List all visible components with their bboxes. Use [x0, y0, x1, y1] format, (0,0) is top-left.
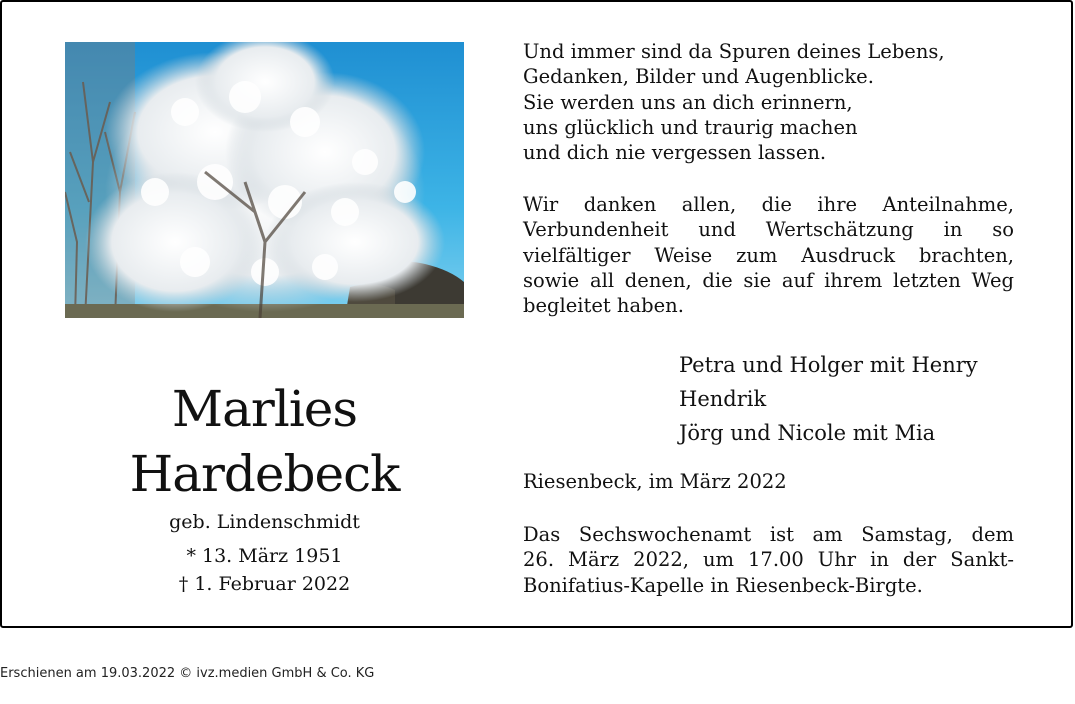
thanks-line: vielfältiger Weise zum Ausdruck brachten,: [523, 243, 1014, 267]
service-line: Das Sechswochenamt ist am Samstag, dem: [523, 523, 1014, 546]
family-line: Jörg und Nicole mit Mia: [679, 421, 936, 445]
poem: [523, 39, 1014, 165]
place-date: Riesenbeck, im März 2022: [523, 470, 787, 493]
thanks-line: sowie all denen, die sie auf ihrem letzten Weg: [523, 268, 1014, 292]
thanks-line: Wir danken allen, die ihre Anteilnahme,: [523, 193, 1014, 216]
poem-line: uns glücklich und traurig machen: [523, 115, 858, 139]
poem-line: Sie werden uns an dich erinnern,: [523, 90, 853, 114]
thanks-text: [523, 192, 1014, 318]
service-line: Bonifatius-Kapelle in Riesenbeck-Birgte.: [523, 573, 923, 597]
birth-date: * 13. März 1951: [186, 545, 343, 567]
family-line: Hendrik: [679, 387, 767, 411]
poem-line: Und immer sind da Spuren deines Lebens,: [523, 40, 945, 63]
poem-line: Gedanken, Bilder und Augenblicke.: [523, 65, 874, 89]
thanks-line: Verbundenheit und Wertschätzung in so: [523, 218, 1014, 242]
blossoming-tree-photo: [65, 42, 464, 318]
poem-line: und dich nie vergessen lassen.: [523, 141, 827, 165]
service-notice: [523, 522, 1014, 598]
publication-footer: Erschienen am 19.03.2022 © ivz.medien GmbH & Co. KG: [0, 666, 375, 681]
thanks-line: begleitet haben.: [523, 294, 684, 318]
family-line: Petra und Holger mit Henry: [679, 353, 978, 377]
birth-name: geb. Lindenschmidt: [169, 511, 360, 533]
deceased-last-name: Hardebeck: [129, 445, 400, 503]
family-signature: [679, 348, 978, 450]
service-line: 26. März 2022, um 17.00 Uhr in der Sankt-: [523, 548, 1014, 572]
deceased-first-name: Marlies: [171, 380, 358, 438]
death-date: † 1. Februar 2022: [178, 573, 351, 595]
